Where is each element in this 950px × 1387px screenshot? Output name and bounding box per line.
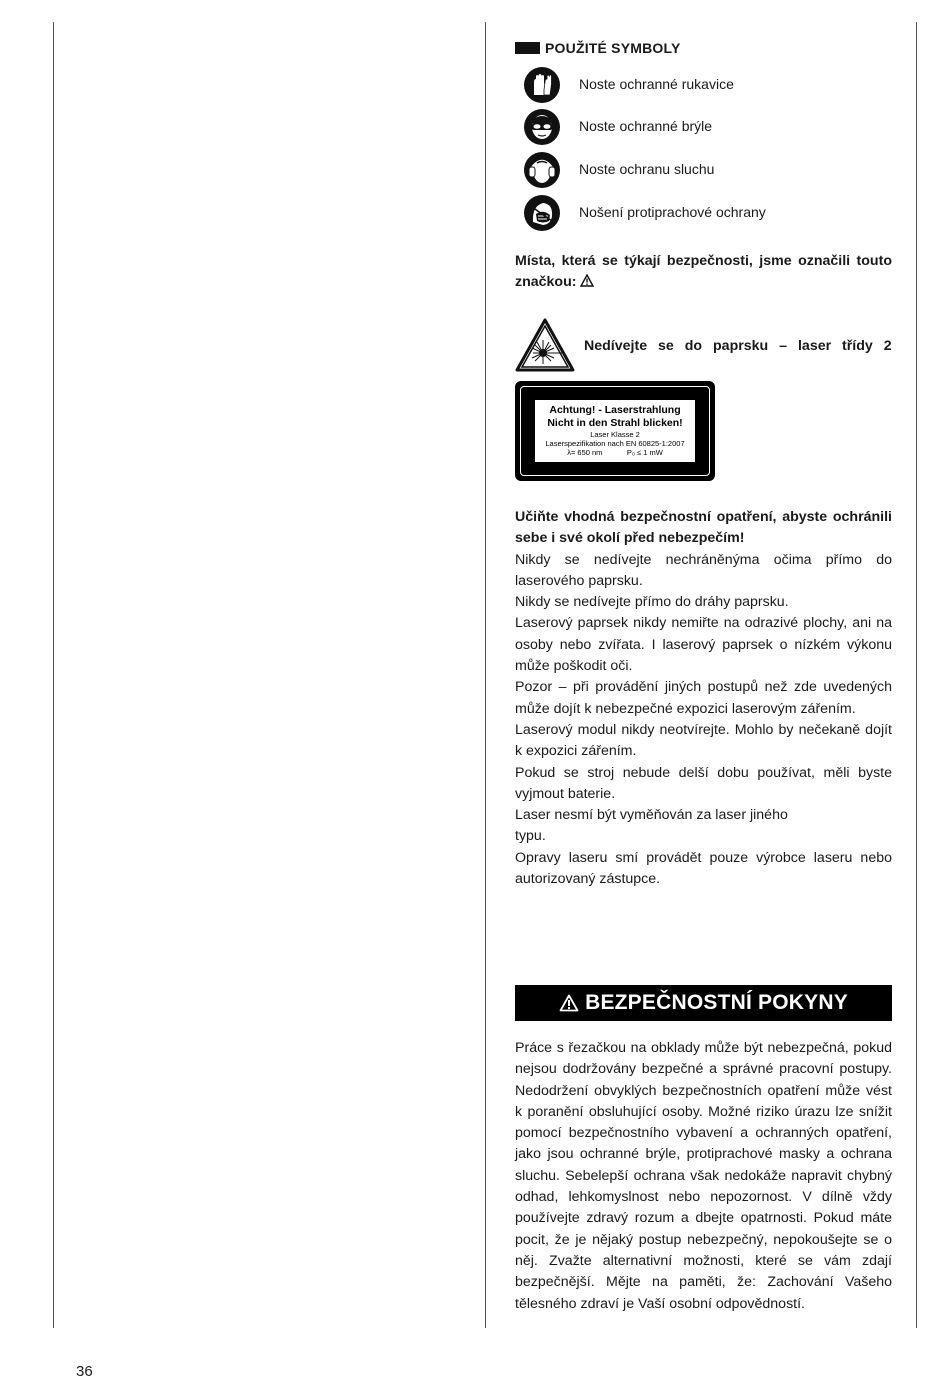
banner-title: BEZPEČNOSTNÍ POKYNY xyxy=(585,991,848,1014)
precaution-item: Pokud se stroj nebude delší dobu používat, měli byste vyjmout baterie. xyxy=(515,764,892,802)
heading-marker xyxy=(515,42,540,54)
safety-mark-note-text: Místa, která se týkají bezpečnosti, jsme označili touto značkou: xyxy=(515,253,892,291)
symbol-label-dust-mask: Nošení protiprachové ochrany xyxy=(579,204,766,220)
laser-label-line1: Achtung! - Laserstrahlung xyxy=(549,404,681,416)
symbol-label-goggles: Noste ochranné brýle xyxy=(579,118,713,134)
precaution-item: Nikdy se nedívejte nechráněnýma očima přímo do laserového paprsku. xyxy=(515,551,892,589)
laser-warning-text: Nedívejte se do paprsku – laser třídy 2 xyxy=(584,338,892,354)
precaution-item: Laserový paprsek nikdy nemiřte na odrazivé plochy, ani na osoby nebo zvířata. I laserový paprsek o nízkém výkonu může poškodit oči. xyxy=(515,615,892,675)
symbol-row-dust-mask xyxy=(523,194,766,232)
symbol-label-ear-protection: Noste ochranu sluchu xyxy=(579,161,715,177)
symbol-row-ear-protection xyxy=(523,151,715,189)
precaution-item: Opravy laseru smí provádět pouze výrobce laseru nebo autorizovaný zástupce. xyxy=(515,849,892,888)
warning-triangle-icon xyxy=(559,994,579,1012)
laser-label-power: P₀ ≤ 1 mW xyxy=(626,448,663,457)
ear-protection-icon xyxy=(523,151,561,189)
right-column-rule xyxy=(916,22,917,1328)
symbol-row-gloves xyxy=(523,66,734,104)
symbol-row-goggles xyxy=(523,108,713,146)
precaution-item: Laserový modul nikdy neotvírejte. Mohlo by nečekaně dojít k expozici zářením. xyxy=(515,721,892,760)
laser-label-panel xyxy=(535,400,695,462)
laser-label-wavelength: λ= 650 nm xyxy=(567,448,603,457)
laser-label-line4: Laserspezifikation nach EN 60825-1:2007 xyxy=(545,439,685,448)
precaution-item: Nikdy se nedívejte přímo do dráhy paprsku. xyxy=(515,594,789,611)
laser-hazard-icon xyxy=(515,318,575,372)
laser-precautions xyxy=(515,507,892,890)
goggles-icon xyxy=(523,108,561,146)
safety-mark-note xyxy=(515,251,892,294)
middle-column-rule xyxy=(485,22,486,1328)
gloves-icon xyxy=(523,66,561,104)
safety-instructions-body xyxy=(515,1038,892,1315)
warning-triangle-icon xyxy=(580,274,594,287)
dust-mask-icon xyxy=(523,194,561,232)
laser-label-line2: Nicht in den Strahl blicken! xyxy=(547,417,683,429)
safety-instructions-banner xyxy=(515,985,892,1021)
laser-label-specs xyxy=(535,448,695,457)
precautions-heading: Učiňte vhodná bezpečnostní opatření, abyste ochránili sebe i své okolí před nebezpečím! xyxy=(515,509,892,547)
precaution-item: Laser nesmí být vyměňován za laser jiného typu. xyxy=(515,807,788,845)
safety-paragraph: Práce s řezačkou na obklady může být nebezpečná, pokud nejsou dodržovány bezpečné a správné pracovní postupy. Nedodržení obvyklých bezpečnostních opatření může vést k poranění obsluhující osoby. Možné riziko úrazu lze snížit pomocí bezpečnostního vybavení a ochranných opatření, jako jsou ochranné brýle, protiprachové masky a ochrana sluchu. Sebelepší ochrana však nedokáže napravit chybný odhad, lehkomyslnost nebo nepozornost. V dílně vždy používejte zdravý rozum a dbejte opatrnosti. Pokud máte pocit, že je nějaký postup nebezpečný, nepokoušejte se o něj. Zvažte alternativní možnosti, které se vám zdají bezpečnější. Mějte na paměti, že: Zachování Vašeho tělesného zdraví je Vaší osobní odpovědností. xyxy=(515,1040,892,1312)
laser-class-label xyxy=(515,381,715,481)
laser-label-line3: Laser Klasse 2 xyxy=(590,430,640,439)
symbols-heading xyxy=(515,40,681,56)
precaution-item: Pozor – při provádění jiných postupů než zde uvedených může dojít k nebezpečné expozici laserovým zářením. xyxy=(515,679,892,717)
symbol-label-gloves: Noste ochranné rukavice xyxy=(579,76,734,92)
laser-warning-row xyxy=(515,318,892,372)
left-column-rule xyxy=(53,22,54,1328)
page-number: 36 xyxy=(76,1363,93,1380)
symbols-heading-text: POUŽITÉ SYMBOLY xyxy=(545,40,681,56)
